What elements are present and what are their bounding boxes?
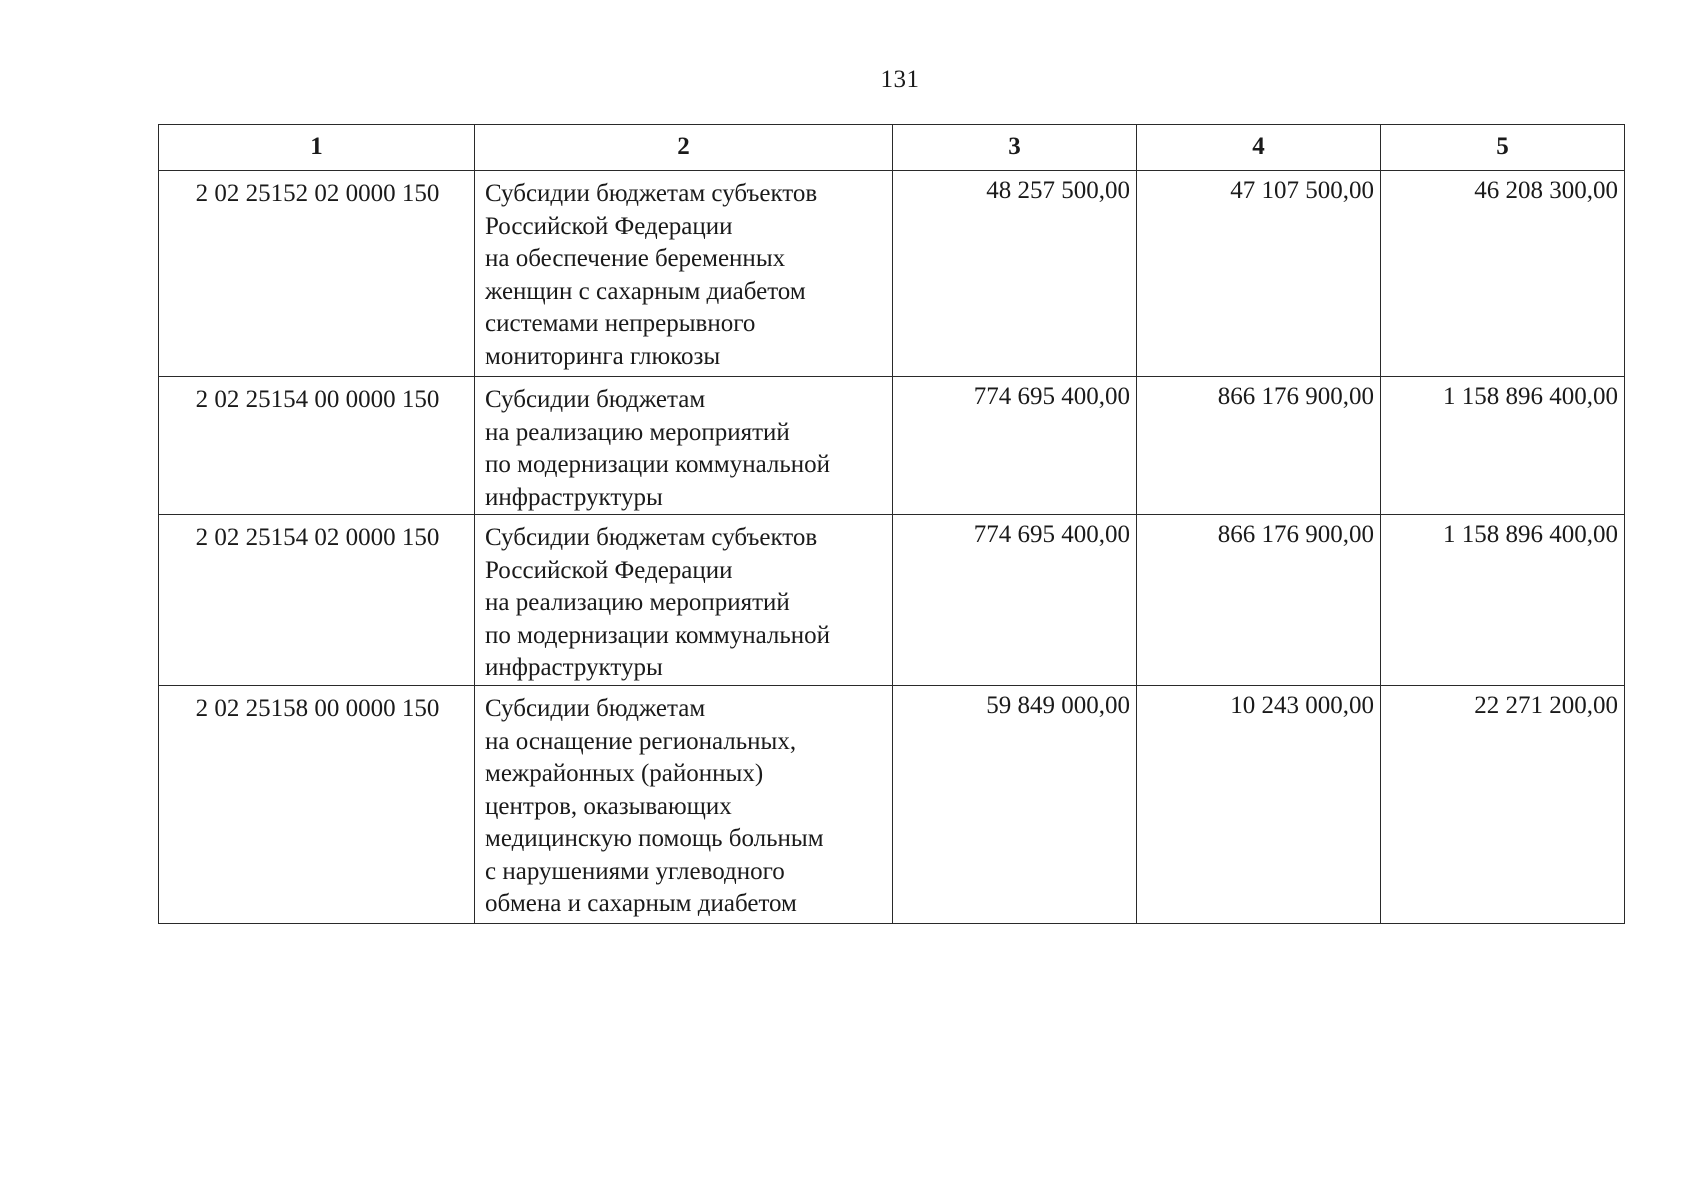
name-line: Субсидии бюджетам (485, 386, 706, 413)
value-cell-col5: 1 158 896 400,00 (1381, 377, 1625, 515)
header-cell-4: 4 (1137, 125, 1381, 171)
table-row (159, 171, 1625, 377)
name-line: Субсидии бюджетам субъектов (485, 180, 818, 207)
name-line: Российской Федерации (485, 212, 733, 240)
table-row (159, 515, 1625, 686)
name-line: на оснащение региональных, (485, 727, 797, 755)
name-cell (475, 377, 893, 515)
value-cell-col3: 774 695 400,00 (893, 377, 1137, 515)
budget-table (158, 124, 1625, 924)
value-cell-col5: 46 208 300,00 (1381, 171, 1625, 377)
name-line: на реализацию мероприятий (485, 589, 790, 616)
page-number: 131 (880, 66, 920, 93)
code-cell: 2 02 25158 00 0000 150 (159, 686, 475, 924)
value-cell-col5: 22 271 200,00 (1381, 686, 1625, 924)
value-cell-col5: 1 158 896 400,00 (1381, 515, 1625, 686)
name-line: медицинскую помощь больным (485, 825, 824, 852)
name-cell (475, 171, 893, 377)
table-header-row (159, 125, 1625, 171)
table-row (159, 377, 1625, 515)
name-line: Субсидии бюджетам субъектов (485, 524, 818, 551)
value-cell-col4: 866 176 900,00 (1137, 515, 1381, 686)
name-line: центров, оказывающих (485, 792, 732, 820)
code-cell: 2 02 25154 02 0000 150 (159, 515, 475, 686)
header-cell-5: 5 (1381, 125, 1625, 171)
name-line: инфраструктуры (485, 654, 663, 681)
name-line: с нарушениями углеводного (485, 857, 785, 885)
value-cell-col3: 59 849 000,00 (893, 686, 1137, 924)
value-cell-col4: 47 107 500,00 (1137, 171, 1381, 377)
value-cell-col4: 10 243 000,00 (1137, 686, 1381, 924)
name-line: по модернизации коммунальной (485, 451, 831, 478)
name-line: на реализацию мероприятий (485, 418, 790, 446)
name-line: по модернизации коммунальной (485, 621, 831, 649)
name-line: женщин с сахарным диабетом (485, 277, 806, 305)
value-cell-col4: 866 176 900,00 (1137, 377, 1381, 515)
header-cell-1: 1 (159, 125, 475, 171)
code-cell: 2 02 25152 02 0000 150 (159, 171, 475, 377)
name-line: межрайонных (районных) (485, 760, 764, 787)
name-line: инфраструктуры (485, 483, 663, 511)
table-row (159, 686, 1625, 924)
name-cell (475, 686, 893, 924)
name-line: мониторинга глюкозы (485, 342, 721, 370)
name-line: системами непрерывного (485, 310, 756, 337)
name-cell (475, 515, 893, 686)
name-line: обмена и сахарным диабетом (485, 890, 797, 917)
header-cell-3: 3 (893, 125, 1137, 171)
value-cell-col3: 48 257 500,00 (893, 171, 1137, 377)
code-cell: 2 02 25154 00 0000 150 (159, 377, 475, 515)
name-line: Субсидии бюджетам (485, 695, 706, 722)
header-cell-2: 2 (475, 125, 893, 171)
name-line: на обеспечение беременных (485, 245, 786, 272)
name-line: Российской Федерации (485, 556, 733, 584)
value-cell-col3: 774 695 400,00 (893, 515, 1137, 686)
